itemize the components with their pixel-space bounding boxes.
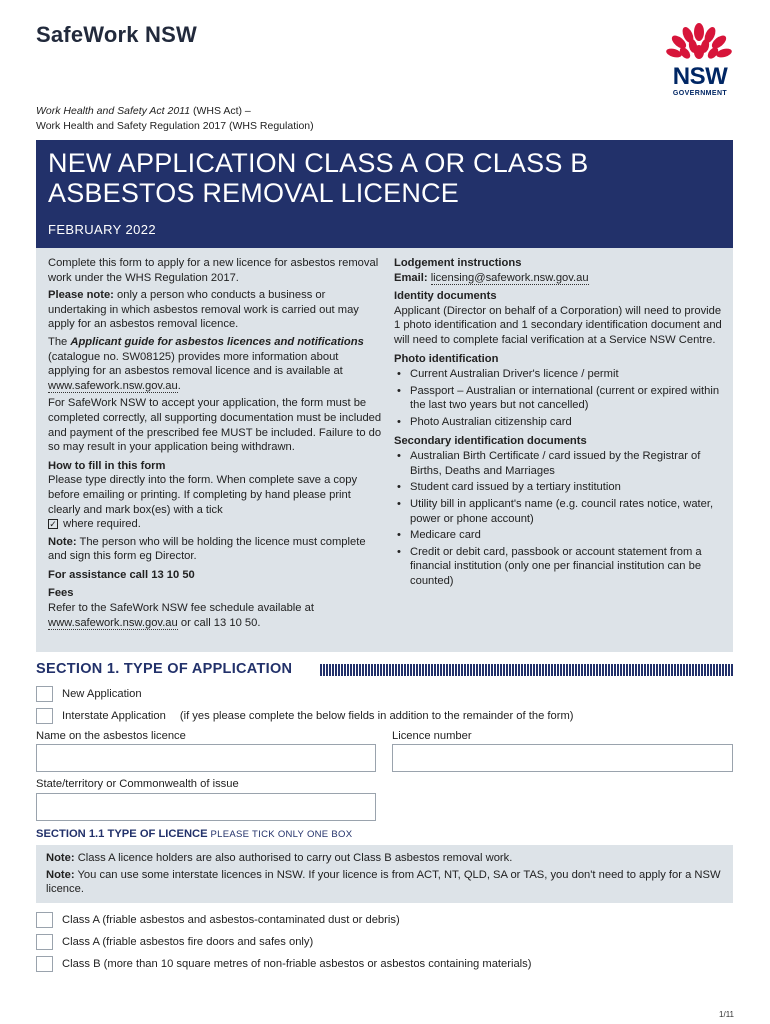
act-name: Work Health and Safety Act 2011 (36, 105, 191, 117)
secondary-id-list (394, 449, 724, 588)
class-a-fire-doors-checkbox[interactable] (36, 934, 53, 950)
lodgement-heading: Lodgement instructions (394, 257, 522, 269)
licence-notes-panel (36, 845, 733, 903)
photo-id-heading: Photo identification (394, 352, 499, 365)
publication-date: FEBRUARY 2022 (48, 222, 157, 237)
title-banner (36, 140, 733, 248)
interstate-application-option (36, 708, 574, 724)
licence-number-input[interactable] (392, 744, 733, 772)
list-item: • Utility bill in applicant's name (e.g. council rates notice, water, power or phone account) (394, 497, 724, 526)
please-note-text: only a person who conducts a business or undertaking in which asbestos removal work is carried out may apply for an asbestos removal licence. (48, 289, 359, 331)
regulation-name: Work Health and Safety Regulation 2017 (WHS Regulation) (36, 120, 314, 132)
instructions-right-column (394, 256, 724, 590)
page-title-line2: ASBESTOS REMOVAL LICENCE (48, 178, 459, 208)
note-paragraph (48, 535, 382, 564)
interstate-licence-note-text: You can use some interstate licences in NSW. If your licence is from ACT, NT, QLD, SA or TAS, you don't need to apply for a NSW licence. (46, 868, 721, 895)
logo-government: GOVERNMENT (672, 90, 728, 97)
secondary-id-heading: Secondary identification documents (394, 434, 587, 447)
identity-heading: Identity documents (394, 290, 497, 303)
section-divider-bar (320, 664, 733, 676)
class-a-option (36, 912, 400, 928)
page-title-line1: NEW APPLICATION CLASS A OR CLASS B (48, 148, 589, 178)
list-item: • Current Australian Driver's licence / permit (394, 367, 724, 382)
guide-paragraph (48, 335, 382, 393)
licence-type-heading: SECTION 1.1 TYPE OF LICENCE (36, 828, 208, 840)
photo-id-list (394, 367, 724, 429)
howto-heading: How to fill in this form (48, 459, 166, 472)
note-label: Note: (46, 868, 75, 881)
licence-name-input[interactable] (36, 744, 376, 772)
class-a-fire-doors-option (36, 934, 313, 950)
guide-link[interactable]: www.safework.nsw.gov.au (48, 379, 178, 392)
class-b-label: Class B (more than 10 square metres of non-friable asbestos or asbestos containing materials) (62, 958, 532, 970)
email-link[interactable]: licensing@safework.nsw.gov.au (430, 271, 589, 284)
list-item: • Australian Birth Certificate / card issued by the Registrar of Births, Deaths and Marriages (394, 449, 724, 478)
legislation-reference (36, 104, 314, 134)
class-a-checkbox[interactable] (36, 912, 53, 928)
please-note-paragraph (48, 288, 382, 332)
state-issue-input[interactable] (36, 793, 376, 821)
logo-nsw: NSW (672, 63, 728, 90)
nsw-government-logo (664, 63, 736, 97)
section1-title: SECTION 1. TYPE OF APPLICATION (36, 661, 296, 677)
tick-box-icon: ✓ (49, 519, 57, 530)
list-item: • Photo Australian citizenship card (394, 415, 724, 430)
section1-1-title (36, 828, 352, 840)
list-item: • Credit or debit card, passbook or account statement from a financial institution (only one per financial institution can be counted) (394, 545, 724, 589)
brand-name: SafeWork NSW (36, 22, 197, 47)
new-application-label: New Application (62, 688, 142, 700)
interstate-note: (if yes please complete the below fields in addition to the remainder of the form) (179, 710, 574, 722)
page-number: 1/11 (719, 1010, 734, 1019)
page-title (48, 148, 721, 208)
email-line (394, 271, 724, 286)
licence-name-label: Name on the asbestos licence (36, 730, 186, 742)
new-application-checkbox[interactable] (36, 686, 53, 702)
class-b-option (36, 956, 531, 972)
class-note-paragraph (46, 851, 723, 866)
guide-text: (catalogue no. SW08125) provides more information about applying for an asbestos removal licence and is available at (48, 350, 343, 378)
fees-heading: Fees (48, 587, 74, 600)
accept-paragraph: For SafeWork NSW to accept your application, the form must be completed correctly, all supporting documentation must be included and payment of the prescribed fee MUST be included. Failure to do so may result in your application being withdrawn. (48, 397, 382, 454)
state-issue-label: State/territory or Commonwealth of issue (36, 778, 239, 790)
howto-paragraph (48, 473, 382, 531)
fees-post: or call 13 10 50. (177, 616, 261, 629)
fees-link[interactable]: www.safework.nsw.gov.au (48, 616, 178, 629)
note-label: Note: (46, 852, 75, 864)
howto-text: Please type directly into the form. When complete save a copy before emailing or printing. If completing by hand please print clearly and mark box(es) with a tick (48, 474, 358, 516)
assistance-phone: For assistance call 13 10 50 (48, 568, 195, 581)
licence-type-instruction: PLEASE TICK ONLY ONE BOX (207, 829, 353, 840)
instructions-left-column (48, 256, 382, 633)
guide-pre: The (48, 335, 71, 348)
email-label: Email: (394, 271, 431, 284)
class-a-fire-doors-label: Class A (friable asbestos fire doors and safes only) (62, 936, 314, 948)
instructions-panel (36, 248, 733, 652)
class-a-label: Class A (friable asbestos and asbestos-contaminated dust or debris) (62, 914, 400, 926)
list-item: • Passport – Australian or international (current or expired within the last two years but not cancelled) (394, 384, 724, 413)
new-application-option (36, 686, 142, 702)
act-abbrev: (WHS Act) – (190, 105, 251, 117)
section1-header (36, 661, 733, 679)
fees-paragraph (48, 601, 382, 630)
class-b-checkbox[interactable] (36, 956, 53, 972)
fees-text: Refer to the SafeWork NSW fee schedule available at (48, 602, 314, 615)
note-label: Note: (48, 535, 77, 548)
interstate-application-checkbox[interactable] (36, 708, 53, 724)
class-note-text: Class A licence holders are also authorised to carry out Class B asbestos removal work. (74, 852, 513, 864)
identity-text: Applicant (Director on behalf of a Corporation) will need to provide 1 photo identification and 1 secondary identification document and will need to complete facial verification at a Service NSW Centre. (394, 304, 722, 346)
list-item: • Medicare card (394, 528, 724, 543)
note-text: The person who will be holding the licence must complete and sign this form eg Director. (48, 535, 366, 563)
intro-text: Complete this form to apply for a new licence for asbestos removal work under the WHS Regulation 2017. (48, 257, 379, 284)
list-item: • Student card issued by a tertiary institution (394, 480, 724, 495)
interstate-note-paragraph (46, 868, 723, 897)
licence-number-label: Licence number (392, 730, 472, 742)
where-required-text: where required. (60, 518, 141, 531)
interstate-application-label: Interstate Application (62, 710, 166, 722)
guide-end: . (177, 379, 181, 392)
guide-title: Applicant guide for asbestos licences and notifications (70, 335, 364, 348)
please-note-label: Please note: (48, 289, 114, 302)
